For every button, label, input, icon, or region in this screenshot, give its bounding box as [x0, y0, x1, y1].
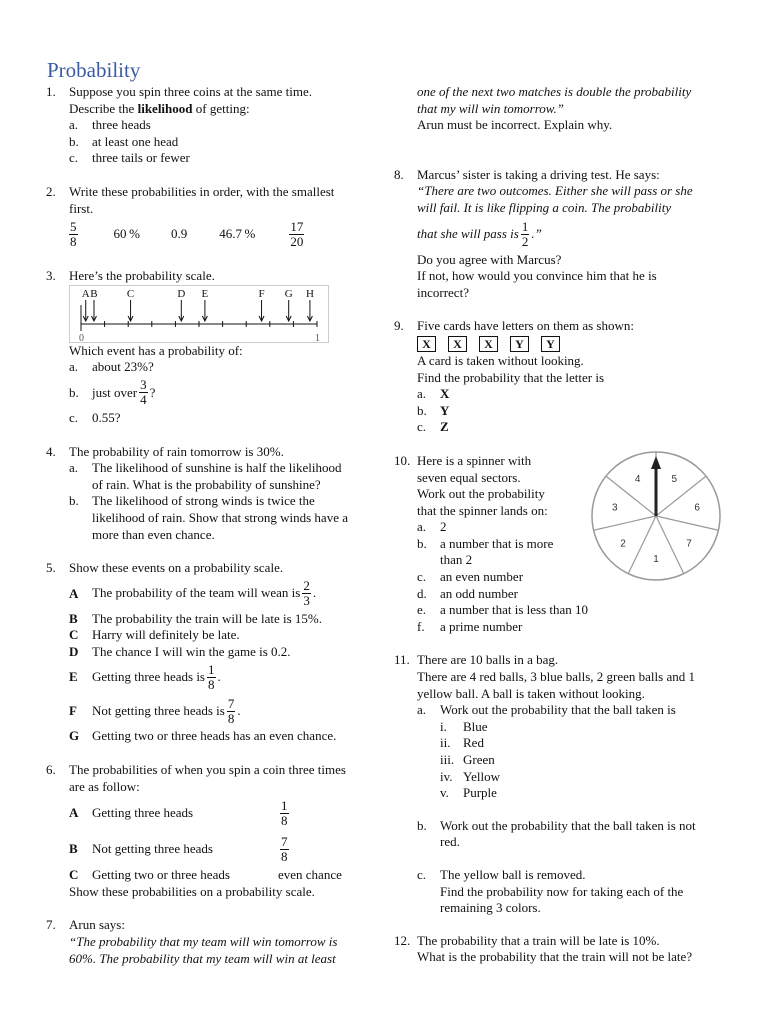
question-number: 12. — [394, 932, 411, 948]
question-text: Show these events on a probability scale. — [69, 560, 284, 576]
sub-item: b. at least one head — [69, 133, 179, 149]
sub-item: b. Work out the probability that the ball taken is not red. — [417, 817, 696, 850]
sub-item: b. Y — [417, 402, 450, 418]
fraction: $\frac{1}{2}$ — [521, 218, 529, 249]
event-item: C Getting two or three heads even chance — [69, 867, 342, 883]
letter-cards — [417, 336, 734, 352]
question-text: The probabilities of when you spin a coin three times — [69, 762, 346, 778]
event-item: E Getting three heads is $\frac{1}{8}$ . — [69, 661, 221, 692]
question-3 — [46, 268, 386, 426]
question-text: A card is taken without looking. — [417, 352, 584, 368]
sub-item: b. The likelihood of strong winds is twice the likelihood of rain. Show that strong winds have a more than even chance. — [69, 493, 348, 542]
question-number: 6. — [46, 762, 56, 778]
question-number: 11. — [394, 652, 410, 668]
fraction: $\frac{1}{8}$ — [208, 661, 215, 692]
question-6 — [46, 762, 386, 900]
sub-item: e. a number that is less than 10 — [417, 602, 589, 618]
question-text: Here’s the probability scale. — [69, 268, 215, 284]
scale-start-label: 0 — [79, 332, 84, 343]
sub-item: b. just over $\frac{3}{4}$ ? — [69, 377, 156, 408]
question-text: yellow ball. A ball is taken without looking. — [417, 685, 645, 701]
question-text: Five cards have letters on them as shown: — [417, 318, 634, 334]
question-5 — [46, 560, 386, 745]
question-text: are as follow: — [69, 778, 140, 794]
quote-text: 60%. The probability that my team will win at least — [69, 950, 336, 966]
quote-text: that she will pass is $\frac{1}{2}$ .” — [417, 218, 542, 249]
question-number: 1. — [46, 84, 56, 99]
sub-item: a. Work out the probability that the ball taken is i. Blue ii. Red iii. Green iv. Yellow v. Purple — [417, 702, 734, 802]
value: 0.9 — [170, 225, 188, 241]
scale-end-label: 1 — [315, 332, 320, 343]
question-text: Marcus’ sister is taking a driving test. He says: — [417, 166, 660, 182]
sub-item: a. The likelihood of sunshine is half the likelihood of rain. What is the probability of sunshine? — [69, 460, 342, 492]
value: 46.7 % — [219, 225, 256, 241]
left-column — [46, 84, 386, 967]
color-item: iii. Green — [440, 752, 495, 767]
scale-letter: H — [305, 287, 314, 300]
page-title: Probability — [47, 58, 141, 82]
quote-text: one of the next two matches is double the probability — [417, 84, 692, 99]
question-2 — [46, 184, 386, 251]
quote-text: that my will win tomorrow.” — [417, 100, 564, 116]
event-item: B Not getting three heads $\frac{7}{8}$ — [69, 833, 288, 864]
question-text: Do you agree with Marcus? — [417, 251, 562, 267]
fraction: $\frac{2}{3}$ — [303, 578, 310, 609]
question-text: Describe the likelihood of getting: — [69, 100, 250, 116]
sub-item: a. 2 — [417, 519, 447, 535]
event-item: A The probability of the team will wean is $\frac{2}{3}$ . — [69, 578, 317, 609]
question-text: that the spinner lands on: — [417, 502, 548, 518]
question-12 — [394, 933, 734, 966]
sub-item: a. X — [417, 386, 450, 402]
question-number: 8. — [394, 166, 404, 182]
sub-item: a. three heads — [69, 117, 151, 133]
fraction: $\frac{17}{20}$ — [290, 218, 304, 249]
quote-text: “There are two outcomes. Either she will pass or she — [417, 183, 693, 199]
spinner-number: 4 — [634, 473, 641, 485]
sub-item: c. three tails or fewer — [69, 150, 190, 166]
scale-letter: B — [90, 287, 98, 300]
question-text: If not, how would you convince him that he is — [417, 268, 657, 284]
question-text: Suppose you spin three coins at the same time. — [69, 84, 312, 99]
question-11 — [394, 652, 734, 916]
question-text: Show these probabilities on a probability scale. — [69, 883, 315, 899]
spinner-number: 3 — [612, 502, 618, 514]
question-text: Arun must be incorrect. Explain why. — [417, 117, 613, 133]
color-item: ii. Red — [440, 735, 484, 751]
scale-letter: C — [126, 287, 135, 300]
question-text: first. — [69, 200, 94, 216]
question-7-continued — [394, 84, 734, 134]
letter-card: X — [417, 336, 436, 352]
question-text: Work out the probability — [417, 486, 545, 502]
question-text: The probability that a train will be late is 10%. — [417, 932, 660, 948]
spinner-number: 5 — [671, 473, 678, 485]
sub-item: c. 0.55? — [69, 409, 121, 425]
fraction: $\frac{7}{8}$ — [281, 833, 288, 864]
event-item: B The probability the train will be late is 15%. — [69, 610, 322, 626]
fraction: $\frac{3}{4}$ — [140, 377, 147, 408]
question-text: Which event has a probability of: — [69, 342, 243, 358]
spinner-number: 6 — [694, 502, 700, 514]
scale-letter: F — [258, 287, 265, 300]
spinner — [589, 449, 723, 583]
sub-item: f. a prime number — [417, 618, 523, 634]
spinner-number: 1 — [653, 554, 659, 566]
letter-card: Y — [510, 336, 529, 352]
value: 60 % — [113, 225, 140, 241]
sub-item: than 2 — [440, 552, 473, 568]
fraction: $\frac{1}{8}$ — [281, 797, 288, 828]
event-item: C Harry will definitely be late. — [69, 627, 240, 643]
question-4 — [46, 444, 386, 544]
color-item: iv. Yellow — [440, 768, 500, 784]
question-7 — [46, 917, 386, 967]
quote-text: “The probability that my team will win tomorrow is — [69, 934, 338, 950]
question-8 — [394, 167, 734, 302]
question-text: There are 10 balls in a bag. — [417, 652, 559, 668]
question-number: 7. — [46, 917, 56, 933]
scale-letter: D — [177, 287, 186, 300]
question-9 — [394, 318, 734, 436]
event-item: G Getting two or three heads has an even chance. — [69, 728, 337, 744]
right-column — [394, 84, 734, 966]
color-item: v. Purple — [440, 785, 497, 801]
question-text: seven equal sectors. — [417, 469, 521, 485]
question-number: 2. — [46, 183, 56, 199]
color-item: i. Blue — [440, 718, 488, 734]
sub-item: c. The yellow ball is removed. Find the probability now for taking each of the remaining 3 colors. — [417, 866, 684, 916]
event-item: F Not getting three heads is $\frac{7}{8}$ . — [69, 695, 241, 726]
fraction: $\frac{7}{8}$ — [227, 695, 235, 726]
question-10 — [394, 453, 734, 636]
question-text: The probability of rain tomorrow is 30%. — [69, 443, 284, 459]
question-text: Here is a spinner with — [417, 452, 532, 468]
letter-card: Y — [541, 336, 560, 352]
spinner-number: 2 — [620, 538, 626, 550]
scale-letter: A — [81, 287, 90, 300]
question-text: Find the probability that the letter is — [417, 369, 605, 385]
sub-item: d. an odd number — [417, 585, 518, 601]
sub-item: b. a number that is more — [417, 535, 554, 551]
fraction: $\frac{5}{8}$ — [70, 218, 77, 249]
question-number: 10. — [394, 452, 411, 468]
scale-letter: E — [201, 287, 209, 300]
question-number: 4. — [46, 443, 56, 459]
question-text: Arun says: — [69, 917, 125, 933]
question-text: incorrect? — [417, 284, 469, 300]
question-text: What is the probability that the train will not be late? — [417, 949, 693, 965]
question-number: 5. — [46, 560, 56, 576]
quote-text: will fail. It is like flipping a coin. The probability — [417, 199, 672, 215]
sub-item: a. about 23%? — [69, 359, 154, 375]
sub-item: c. an even number — [417, 569, 524, 585]
letter-card: X — [479, 336, 498, 352]
question-number: 9. — [394, 318, 404, 334]
letter-card: X — [448, 336, 467, 352]
question-text: There are 4 red balls, 3 blue balls, 2 green balls and 1 — [417, 669, 695, 685]
probability-scale — [69, 285, 329, 343]
spinner-number: 7 — [686, 538, 692, 550]
question-number: 3. — [46, 268, 56, 284]
scale-letter: G — [284, 287, 293, 300]
sub-item: c. Z — [417, 419, 449, 435]
probability-values — [69, 217, 386, 251]
question-text: Write these probabilities in order, with the smallest — [69, 183, 335, 199]
event-item: A Getting three heads $\frac{1}{8}$ — [69, 797, 288, 828]
question-1 — [46, 84, 386, 167]
event-item: D The chance I will win the game is 0.2. — [69, 643, 291, 659]
